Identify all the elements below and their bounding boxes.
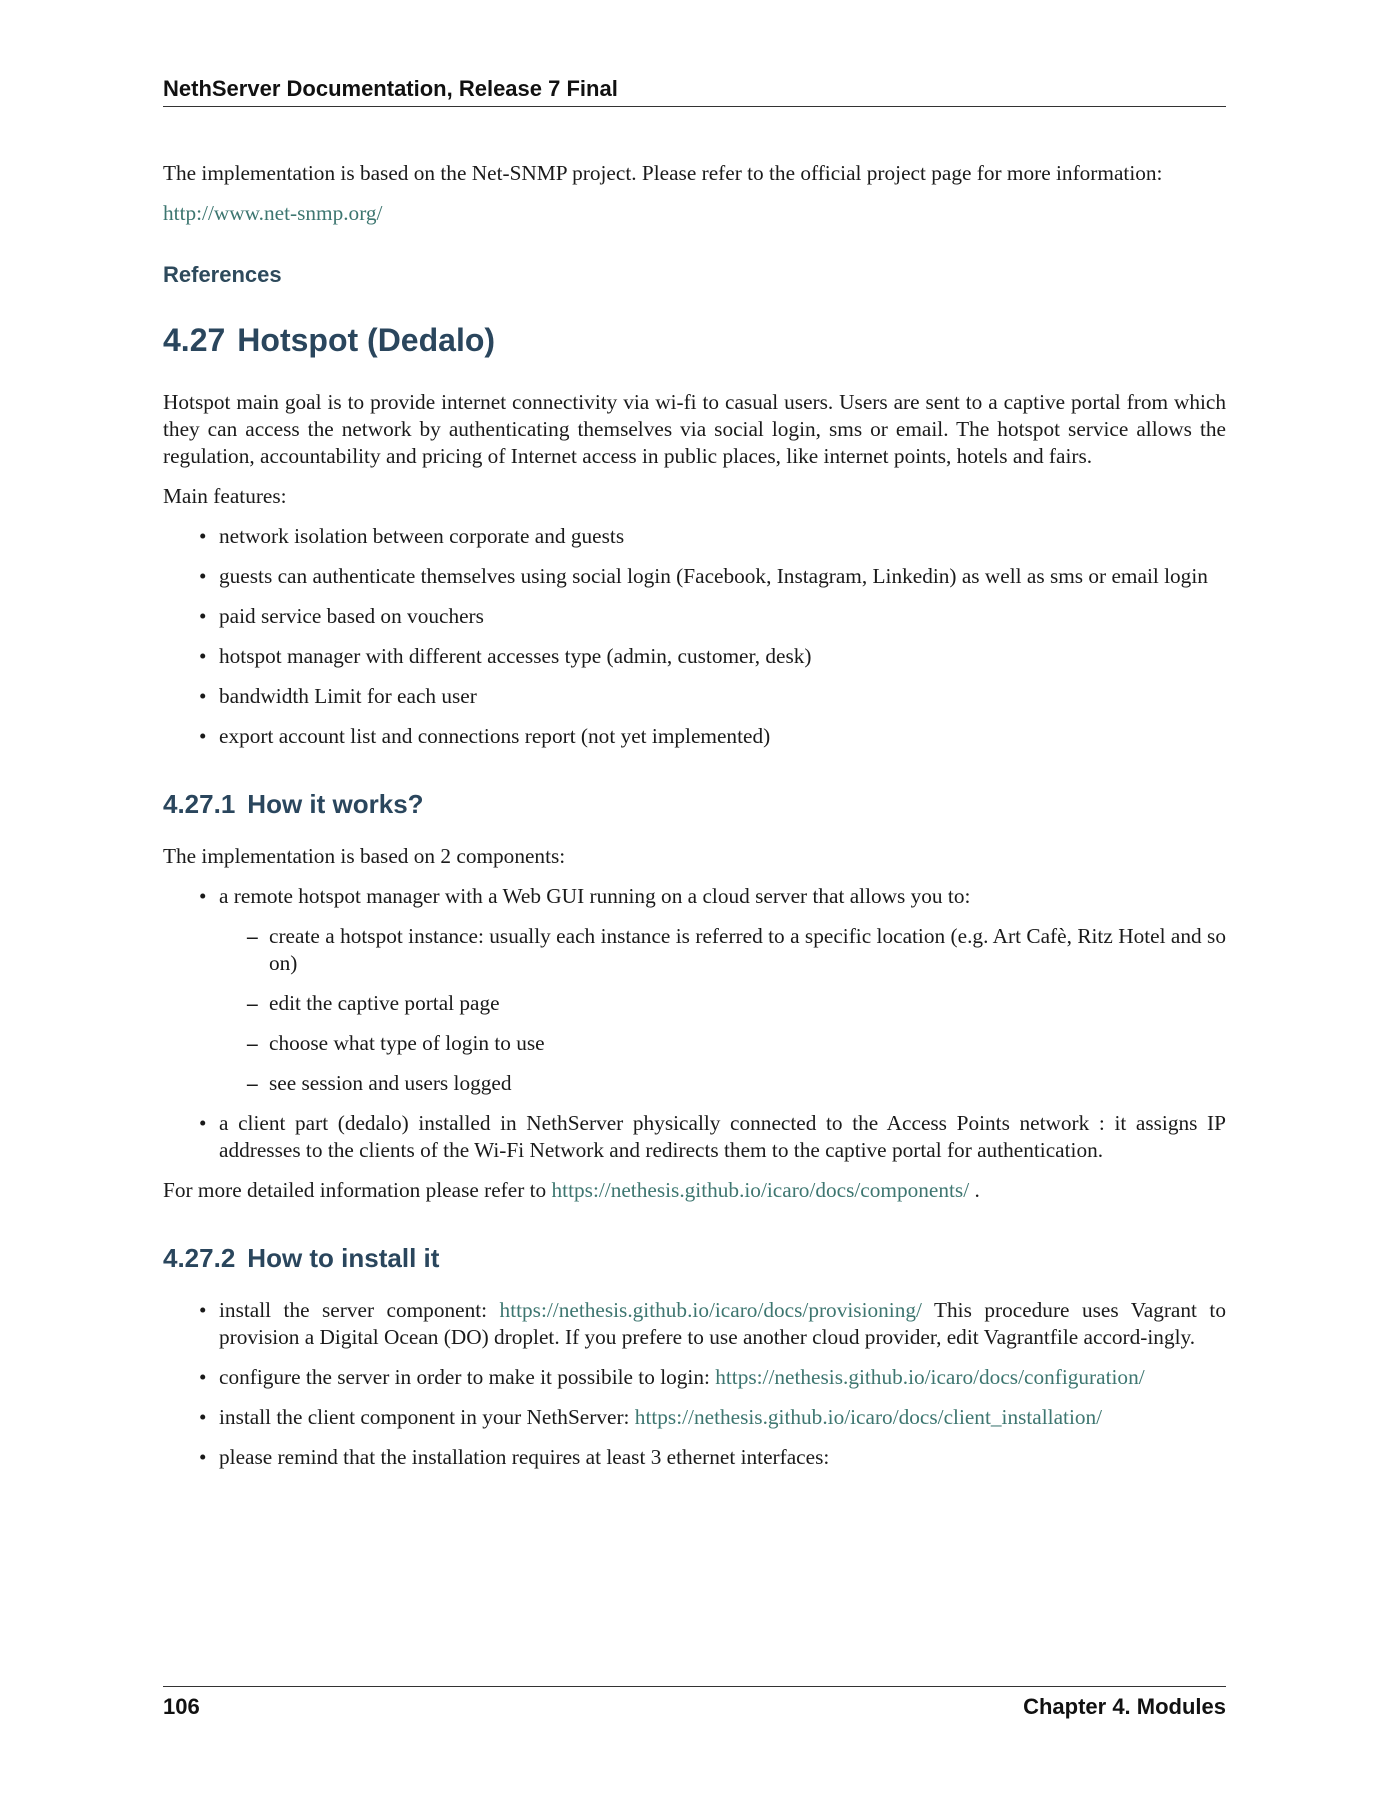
capability-item: – see session and users logged — [219, 1070, 1226, 1097]
references-heading: References — [163, 262, 282, 287]
main-features-label: Main features: — [163, 484, 287, 508]
capability-item: – edit the captive portal page — [219, 990, 1226, 1017]
components-doc-link[interactable]: https://nethesis.github.io/icaro/docs/components/ — [551, 1178, 970, 1202]
subsection-title-text: How to install it — [247, 1243, 440, 1273]
feature-item: • export account list and connections report (not yet implemented) — [163, 723, 1226, 750]
subsection-how-it-works — [163, 788, 1226, 820]
provisioning-link[interactable]: https://nethesis.github.io/icaro/docs/provisioning/ — [499, 1298, 922, 1322]
document-page — [163, 0, 1226, 1800]
more-info-end: . — [974, 1178, 980, 1202]
subsection-title-text: How it works? — [247, 789, 424, 819]
running-footer — [163, 1686, 1226, 1721]
capability-item: – choose what type of login to use — [219, 1030, 1226, 1057]
intro-link-line — [163, 200, 1226, 227]
component-remote-manager: a remote hotspot manager with a Web GUI running on a cloud server that allows you to: — [219, 884, 971, 908]
features-list — [163, 523, 1226, 750]
feature-item: • bandwidth Limit for each user — [163, 683, 1226, 710]
component-client-part: a client part (dedalo) installed in NethServer physically connected to the Access Points network : it assigns IP addresses to the clients of the Wi-Fi Network and redirects them to the captive portal for authentication. — [219, 1111, 1226, 1162]
feature-item: • network isolation between corporate and guests — [163, 523, 1226, 550]
install-step-rest: This procedure uses Vagrant to provision a Digital Ocean (DO) droplet. If you prefere to use another cloud provider, edit Vagrantfile accord-ingly. — [219, 1298, 1226, 1349]
section-title — [163, 320, 1226, 360]
subsection-number: 4.27.1 — [163, 789, 236, 819]
install-step — [163, 1444, 1226, 1471]
install-step-text: please remind that the installation requires at least 3 ethernet interfaces: — [219, 1445, 830, 1469]
component-item — [163, 883, 1226, 1097]
install-step — [163, 1297, 1226, 1351]
components-list — [163, 883, 1226, 1164]
more-info-paragraph — [163, 1177, 1226, 1204]
feature-item: • hotspot manager with different accesses type (admin, customer, desk) — [163, 643, 1226, 670]
client-installation-link[interactable]: https://nethesis.github.io/icaro/docs/client_installation/ — [634, 1405, 1103, 1429]
component-item — [163, 1110, 1226, 1164]
running-header: NethServer Documentation, Release 7 Final — [163, 76, 618, 101]
section-title-text: Hotspot (Dedalo) — [237, 322, 496, 358]
feature-item: • guests can authenticate themselves using social login (Facebook, Instagram, Linkedin) as well as sms or email login — [163, 563, 1226, 590]
hotspot-description: Hotspot main goal is to provide internet connectivity via wi-fi to casual users. Users are sent to a captive portal from which they can access the network by authenticating themselves via social login, sms or email. The hotspot service allows the regulation, accountability and pricing of Internet access in public places, like internet points, hotels and fairs. — [163, 390, 1226, 468]
capability-item: – create a hotspot instance: usually each instance is referred to a specific location (e.g. Art Cafè, Ritz Hotel and so on) — [219, 923, 1226, 977]
configuration-link[interactable]: https://nethesis.github.io/icaro/docs/configuration/ — [715, 1365, 1145, 1389]
feature-item: • paid service based on vouchers — [163, 603, 1226, 630]
net-snmp-link[interactable]: http://www.net-snmp.org/ — [163, 201, 383, 225]
subsection-number: 4.27.2 — [163, 1243, 236, 1273]
page-content — [163, 160, 1226, 1484]
install-step-text: configure the server in order to make it possibile to login: — [219, 1365, 710, 1389]
install-step-text: install the server component: — [219, 1298, 488, 1322]
header-rule — [163, 106, 1226, 107]
install-step — [163, 1364, 1226, 1391]
install-step-text: install the client component in your NethServer: — [219, 1405, 630, 1429]
page-number: 106 — [163, 1694, 200, 1719]
section-number: 4.27 — [163, 322, 226, 358]
subsection-how-to-install — [163, 1242, 1226, 1274]
more-info-text: For more detailed information please refer to — [163, 1178, 547, 1202]
manager-capabilities-list — [219, 923, 1226, 1097]
install-steps-list — [163, 1297, 1226, 1471]
install-step — [163, 1404, 1226, 1431]
chapter-label: Chapter 4. Modules — [1023, 1694, 1226, 1719]
components-intro: The implementation is based on 2 components: — [163, 844, 566, 868]
intro-paragraph: The implementation is based on the Net-SNMP project. Please refer to the official project page for more information: — [163, 161, 1163, 185]
